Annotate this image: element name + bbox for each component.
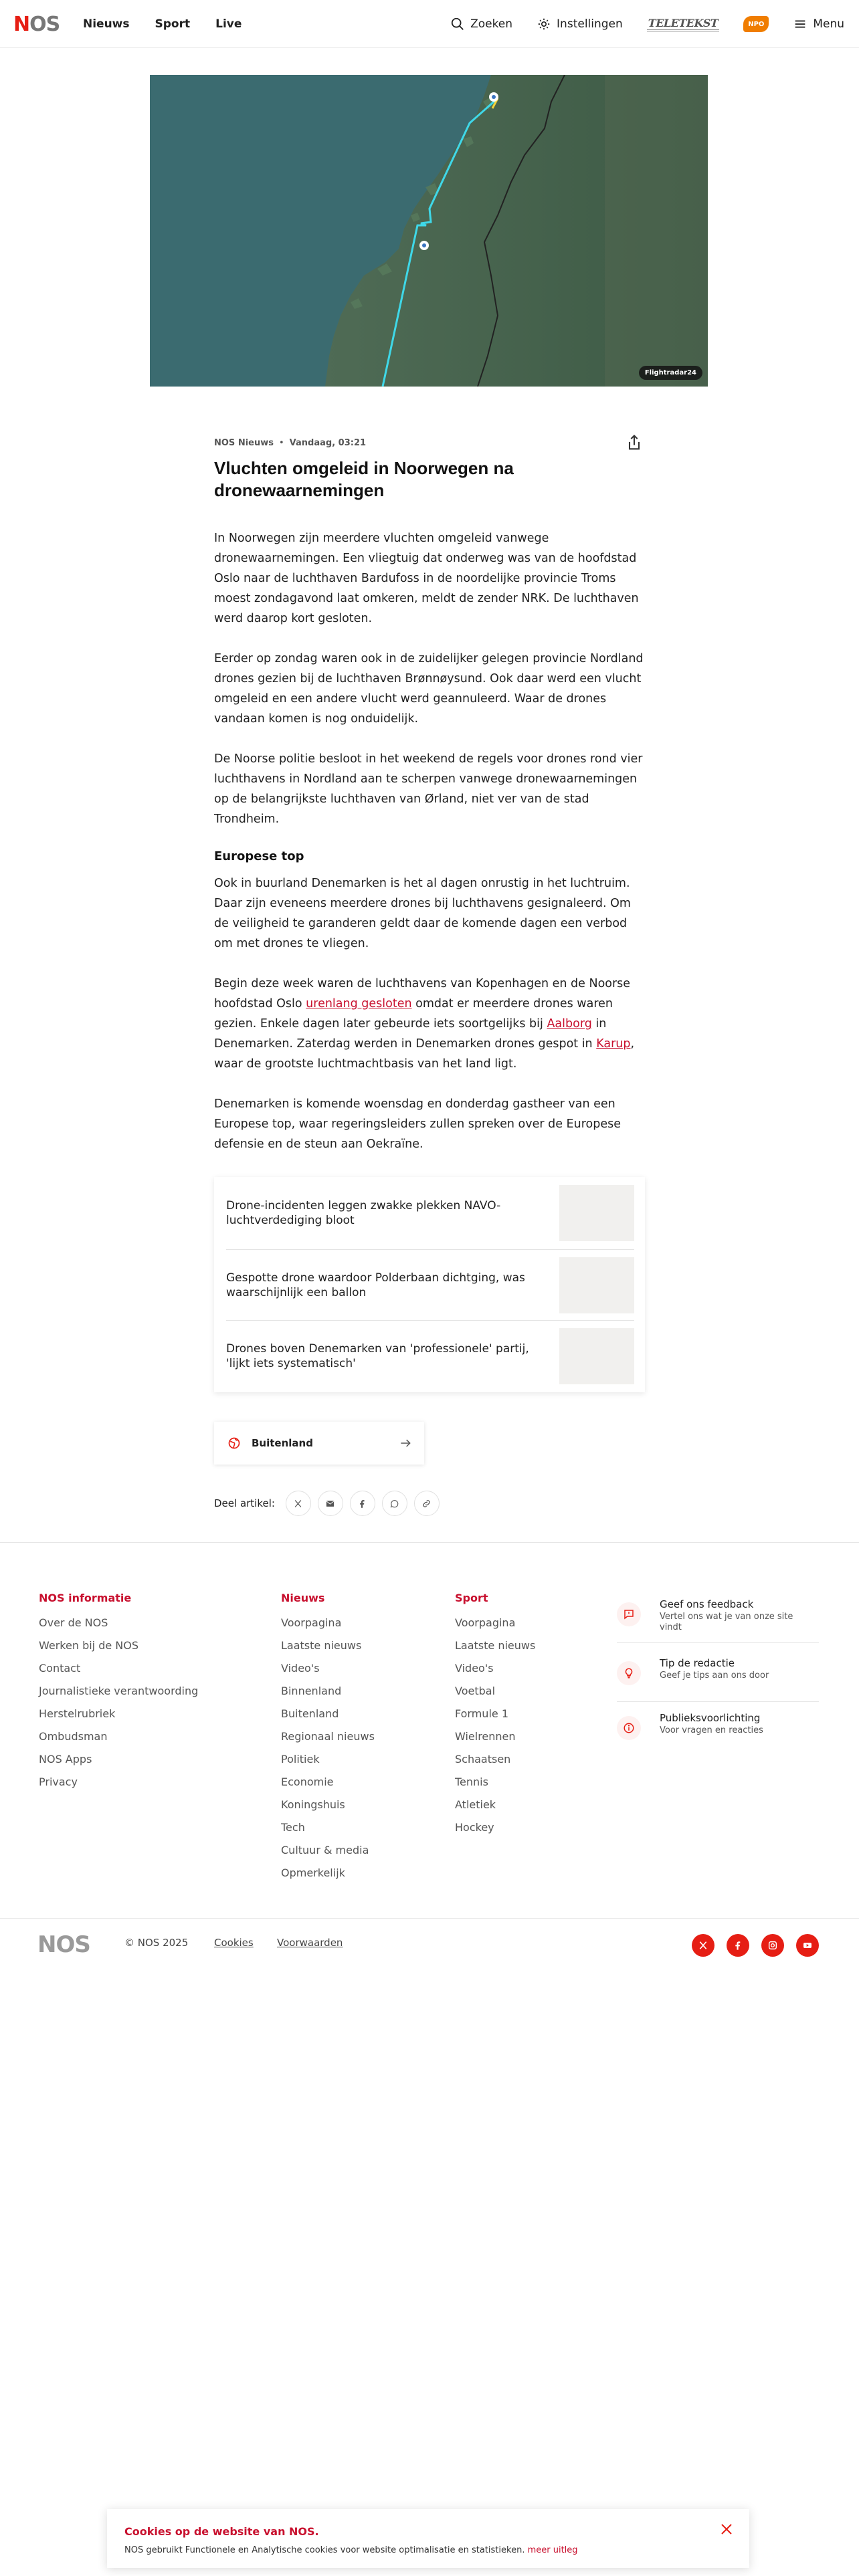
youtube-icon — [802, 1940, 813, 1951]
nos-logo[interactable] — [13, 13, 60, 35]
info-icon-wrap — [617, 1716, 641, 1740]
publieksvoorlichting-title: Publieksvoorlichting — [660, 1712, 761, 1724]
footer-link[interactable]: Video's — [455, 1662, 494, 1675]
feedback-icon-wrap — [617, 1602, 641, 1626]
settings-button[interactable] — [537, 17, 623, 31]
flightradar-badge: Flightradar24 — [639, 366, 702, 380]
publieksvoorlichting-sub: Voor vragen en reacties — [660, 1725, 763, 1735]
related-item-2[interactable] — [214, 1251, 645, 1320]
x-icon — [698, 1940, 708, 1951]
p5-text-c: in Denemarken. Zaterdag werden in Denemarken drones gespot in — [214, 1017, 607, 1051]
related-thumbnail-3 — [559, 1328, 634, 1384]
share-email-button[interactable] — [318, 1491, 343, 1516]
footer-link[interactable]: Koningshuis — [281, 1798, 345, 1811]
footer-col-title: Sport — [455, 1592, 488, 1604]
globe-icon — [227, 1436, 241, 1450]
airport-marker-bardufoss-dot — [492, 95, 496, 99]
p5-text-d: , waar de grootste luchtmachtbasis van het land ligt. — [214, 1037, 635, 1071]
cookie-title: Cookies op de website van NOS. — [124, 2525, 319, 2538]
related-articles — [214, 1177, 645, 1392]
related-thumbnail-1 — [559, 1185, 634, 1241]
whatsapp-icon — [389, 1499, 399, 1509]
cookie-text — [124, 2545, 578, 2555]
share-whatsapp-button[interactable] — [382, 1491, 407, 1516]
footer-cookies-link[interactable]: Cookies — [214, 1937, 254, 1949]
p5-text-a: Begin deze week waren de luchthavens van Kopenhagen en de Noorse hoofdstad Oslo — [214, 977, 631, 1010]
related-title-3: Drones boven Denemarken van 'professionele' partij, 'lijkt iets systematisch' — [226, 1342, 529, 1370]
lightbulb-icon — [623, 1667, 635, 1679]
footer-link[interactable]: Binnenland — [281, 1685, 342, 1697]
site-header — [0, 0, 859, 48]
footer-link[interactable]: Video's — [281, 1662, 320, 1675]
cookie-banner — [107, 2509, 749, 2568]
publieksvoorlichting-block[interactable] — [617, 1704, 819, 1752]
facebook-icon — [357, 1499, 367, 1509]
related-thumbnail-2 — [559, 1257, 634, 1313]
article-subheading: Europese top — [214, 849, 304, 863]
cookie-more-link[interactable]: meer uitleg — [527, 2545, 578, 2555]
footer-link[interactable]: Formule 1 — [455, 1707, 508, 1720]
footer-link[interactable]: Laatste nieuws — [281, 1639, 362, 1652]
feedback-sub: Vertel ons wat je van onze site vindt — [660, 1612, 793, 1632]
teletekst-link[interactable]: TELETEKST — [647, 17, 720, 31]
article-paragraph-6: Denemarken is komende woensdag en donderdag gastheer van een Europese top, waar regeringsleiders zullen spreken over de Europese defensie en de steun aan Oekraïne. — [214, 1097, 621, 1151]
link-karup[interactable]: Karup — [596, 1037, 631, 1051]
related-divider — [226, 1320, 634, 1321]
logo-os: OS — [29, 12, 60, 36]
footer-copyright: © NOS 2025 — [124, 1937, 189, 1949]
footer-col-sport — [455, 1592, 535, 1839]
hamburger-icon — [793, 17, 807, 31]
footer-link[interactable]: Over de NOS — [39, 1616, 108, 1629]
link-urenlang-gesloten[interactable]: urenlang gesloten — [306, 997, 412, 1010]
footer-link[interactable]: Schaatsen — [455, 1753, 511, 1765]
footer-link[interactable]: Voetbal — [455, 1685, 496, 1697]
footer-bottom-divider — [0, 1918, 859, 1919]
article-paragraph-5 — [214, 974, 645, 1074]
header-actions — [450, 0, 844, 48]
x-icon — [293, 1499, 303, 1509]
share-facebook-button[interactable] — [350, 1491, 375, 1516]
footer-block-divider — [617, 1642, 819, 1643]
nav-nieuws[interactable]: Nieuws — [83, 17, 130, 31]
footer-block-divider — [617, 1701, 819, 1702]
flight-map-image — [150, 75, 708, 387]
airport-marker-bodo-dot — [422, 243, 426, 247]
share-x-button[interactable] — [286, 1491, 311, 1516]
footer-link[interactable]: Contact — [39, 1662, 81, 1675]
share-article — [214, 1490, 446, 1517]
footer-link[interactable]: Laatste nieuws — [455, 1639, 536, 1652]
footer-link[interactable]: Tennis — [455, 1776, 488, 1788]
link-aalborg[interactable]: Aalborg — [547, 1017, 592, 1031]
social-facebook-button[interactable] — [727, 1934, 749, 1957]
social-x-button[interactable] — [692, 1934, 714, 1957]
footer-link[interactable]: Werken bij de NOS — [39, 1639, 139, 1652]
search-icon — [450, 17, 465, 31]
share-label: Deel artikel: — [214, 1497, 275, 1509]
copy-link-button[interactable] — [414, 1491, 440, 1516]
nav-live[interactable]: Live — [215, 17, 242, 31]
related-title-2: Gespotte drone waardoor Polderbaan dichtging, was waarschijnlijk een ballon — [226, 1271, 525, 1299]
sweden-area — [605, 75, 708, 387]
facebook-icon — [733, 1940, 743, 1951]
close-icon[interactable] — [719, 2521, 735, 2537]
article-paragraph-1: In Noorwegen zijn meerdere vluchten omgeleid vanwege dronewaarnemingen. Een vliegtuig dat onderweg was van de hoofdstad Oslo naar de luchthaven Bardufoss in de noordelijke provincie Troms moest zondagavond laat omkeren, meldt de zender NRK. De luchthaven werd daarop kort gesloten. — [214, 532, 639, 625]
footer-link[interactable]: Tech — [281, 1821, 305, 1834]
menu-label: Menu — [813, 17, 844, 31]
settings-label: Instellingen — [557, 17, 623, 31]
article-paragraph-2: Eerder op zondag waren ook in de zuidelijker gelegen provincie Nordland drones gezien bij de luchthaven Brønnøysund. Ook daar werd een vlucht omgeleid en een andere vlucht werd geannuleerd. Waar de drones vandaan komen is nog onduidelijk. — [214, 652, 644, 726]
footer-link[interactable]: Hockey — [455, 1821, 494, 1834]
related-divider — [226, 1249, 634, 1250]
cookie-text-body: NOS gebruikt Functionele en Analytische cookies voor website optimalisatie en statistieken. — [124, 2545, 528, 2555]
footer-col-nieuws — [281, 1592, 375, 1885]
meta-separator: • — [278, 437, 284, 448]
link-icon — [421, 1499, 432, 1509]
footer-nos-logo[interactable]: NOS — [37, 1931, 90, 1958]
search-label: Zoeken — [470, 17, 513, 31]
article-time: Vandaag, 03:21 — [289, 437, 367, 448]
search-button[interactable] — [450, 17, 512, 31]
article-headline: Vluchten omgeleid in Noorwegen na dronewaarnemingen — [214, 458, 514, 500]
footer-link[interactable]: Herstelrubriek — [39, 1707, 116, 1720]
npo-logo[interactable]: NPO — [743, 16, 769, 32]
info-icon — [623, 1722, 635, 1734]
footer-link[interactable]: Politiek — [281, 1753, 320, 1765]
tip-block[interactable] — [617, 1649, 819, 1697]
social-youtube-button[interactable] — [796, 1934, 819, 1957]
footer-link[interactable]: NOS Apps — [39, 1753, 92, 1765]
footer-terms-link[interactable]: Voorwaarden — [277, 1937, 343, 1949]
tip-icon-wrap — [617, 1661, 641, 1685]
footer-link[interactable]: Journalistieke verantwoording — [39, 1685, 199, 1697]
article-meta — [214, 435, 645, 451]
nav-sport[interactable]: Sport — [155, 17, 191, 31]
footer-link[interactable]: Atletiek — [455, 1798, 496, 1811]
footer-divider — [0, 1542, 859, 1543]
arrow-right-icon — [399, 1436, 412, 1450]
tip-sub: Geef je tips aan ons door — [660, 1671, 769, 1681]
article-paragraph-3: De Noorse politie besloot in het weekend de regels voor drones rond vier luchthavens in Nordland aan te scherpen vanwege dronewaarnemingen op de belangrijkste luchthaven van Ørland, niet ver van de stad Trondheim. — [214, 752, 643, 826]
tag-label: Buitenland — [252, 1437, 313, 1449]
footer-link[interactable]: Privacy — [39, 1776, 78, 1788]
map-graphic — [150, 75, 708, 387]
instagram-icon — [767, 1940, 778, 1951]
related-item-3[interactable] — [214, 1321, 645, 1391]
footer-link[interactable]: Ombudsman — [39, 1730, 108, 1743]
article-paragraph-4: Ook in buurland Denemarken is het al dagen onrustig in het luchtruim. Daar zijn eveneens meerdere drones bij luchthavens gesignaleerd. Om de veiligheid te garanderen geldt daar de komende dagen een verbod om met drones te vliegen. — [214, 877, 631, 950]
article-source: NOS Nieuws — [214, 437, 274, 448]
social-instagram-button[interactable] — [761, 1934, 784, 1957]
share-icon[interactable] — [625, 433, 644, 452]
menu-button[interactable] — [793, 17, 844, 31]
main-nav — [83, 0, 242, 48]
feedback-block[interactable] — [617, 1590, 819, 1638]
tag-buitenland[interactable] — [214, 1422, 424, 1465]
chat-icon — [623, 1608, 635, 1620]
tip-title: Tip de redactie — [660, 1657, 735, 1669]
feedback-title: Geef ons feedback — [660, 1598, 754, 1610]
footer-link[interactable]: Buitenland — [281, 1707, 339, 1720]
mail-icon — [325, 1499, 335, 1509]
footer-link[interactable]: Opmerkelijk — [281, 1866, 345, 1879]
footer-link[interactable]: Cultuur & media — [281, 1844, 369, 1856]
footer-col-nos-informatie — [39, 1592, 198, 1794]
footer-col-title: NOS informatie — [39, 1592, 132, 1604]
footer-link[interactable]: Economie — [281, 1776, 334, 1788]
footer-col-title: Nieuws — [281, 1592, 325, 1604]
related-item-1[interactable] — [214, 1178, 645, 1248]
footer-link[interactable]: Voorpagina — [455, 1616, 516, 1629]
related-title-1: Drone-incidenten leggen zwakke plekken NAVO-luchtverdediging bloot — [226, 1199, 501, 1227]
footer-link[interactable]: Regionaal nieuws — [281, 1730, 375, 1743]
footer-link[interactable]: Wielrennen — [455, 1730, 516, 1743]
gear-icon — [537, 17, 551, 31]
footer-link[interactable]: Voorpagina — [281, 1616, 342, 1629]
p5-text-b: omdat er meerdere drones waren gezien. Enkele dagen later gebeurde iets soortgelijks bij — [214, 997, 613, 1031]
logo-n: N — [13, 12, 30, 36]
